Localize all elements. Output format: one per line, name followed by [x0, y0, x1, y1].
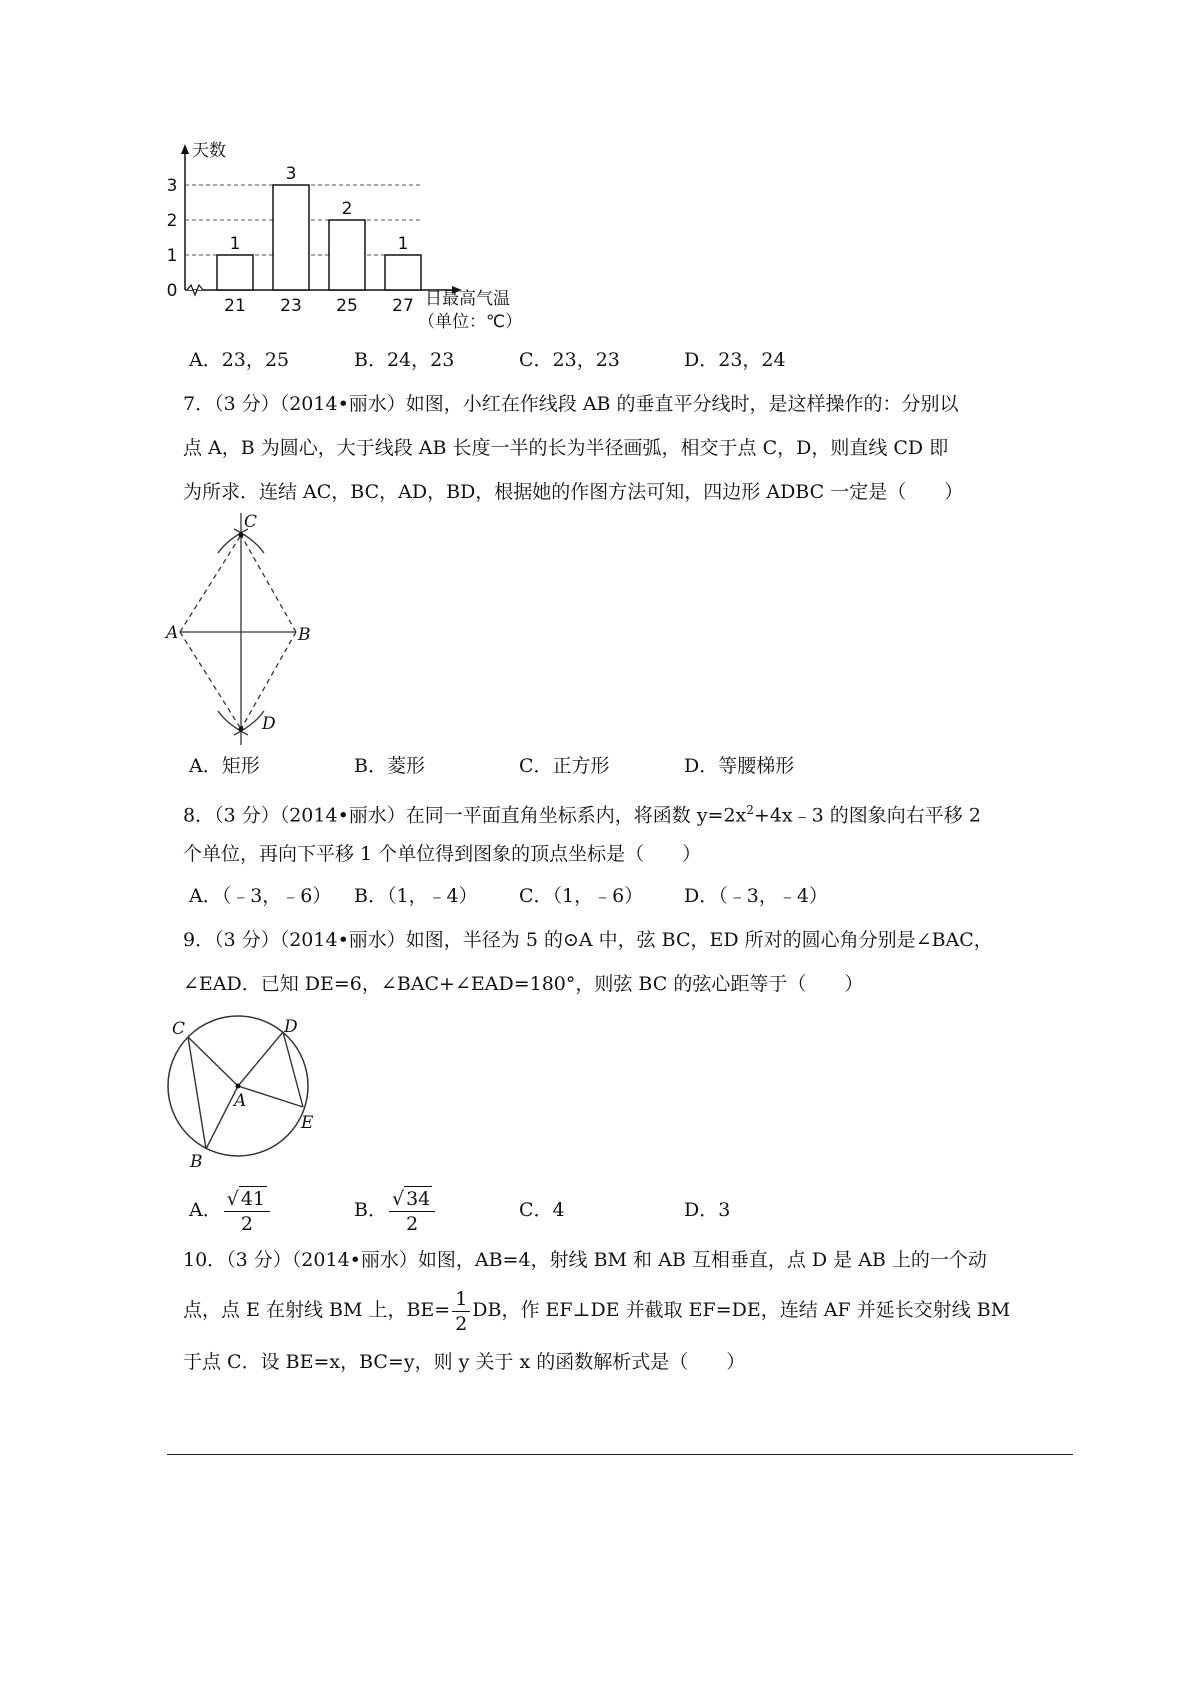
- label-b: B: [298, 625, 311, 645]
- bar-27: [385, 255, 421, 290]
- bar-25: [329, 220, 365, 290]
- q9-option-b-radicand: 34: [406, 1188, 431, 1210]
- segment-ac: [180, 535, 241, 632]
- x-tick-label-23: 23: [280, 296, 302, 316]
- data-label-23: 3: [285, 164, 297, 184]
- data-label-25: 2: [341, 199, 353, 219]
- q9-option-b-prefix: B．: [354, 1199, 387, 1221]
- arc-top-left: [218, 529, 248, 553]
- q9-option-a-radicand: 41: [240, 1188, 266, 1210]
- q8-exponent: 2: [746, 803, 754, 817]
- q7-option-b[interactable]: B．菱形: [354, 755, 425, 777]
- q9-option-d[interactable]: D．3: [684, 1199, 731, 1221]
- q10-fraction: [452, 1287, 470, 1336]
- q7-stem-line-3: 为所求．连结 AC，BC，AD，BD，根据她的作图方法可知，四边形 ADBC 一定是（ ）: [183, 481, 964, 503]
- q7-stem-line-1: 7．（3 分）（2014•丽水）如图，小红在作线段 AB 的垂直平分线时，是这样操作的：分别以: [183, 393, 959, 415]
- chord-bc: [188, 1037, 206, 1149]
- q6-option-d[interactable]: D．23，24: [684, 349, 786, 371]
- unit-label: （单位：℃）: [418, 312, 523, 332]
- label-b: B: [190, 1152, 203, 1172]
- q9-option-b-fraction: $\frac{√ 34}{2}$: [389, 1186, 435, 1236]
- q10-stem-line-1: 10．（3 分）（2014•丽水）如图，AB=4，射线 BM 和 AB 互相垂直，点 D 是 AB 上的一个动: [183, 1249, 987, 1271]
- arc-top-right: [234, 529, 264, 553]
- q10-stem-line-2: [183, 1282, 1010, 1338]
- segment-ad: [180, 632, 241, 729]
- label-c: C: [172, 1019, 186, 1039]
- arc-bottom-right: [234, 711, 264, 735]
- q8-option-c[interactable]: C．（1，﹣6）: [519, 885, 644, 907]
- data-label-21: 1: [229, 234, 241, 254]
- q8-option-b[interactable]: B．（1，﹣4）: [354, 885, 478, 907]
- point-d-dot: [239, 727, 244, 732]
- segment-ac: [188, 1037, 238, 1086]
- q7-option-a[interactable]: A．矩形: [189, 755, 260, 777]
- q9-option-a[interactable]: [189, 1182, 272, 1238]
- q9-option-a-fraction: $\frac{√ 41}{2}$: [224, 1186, 270, 1236]
- q9-option-b-denominator: 2: [406, 1213, 419, 1235]
- y-tick-label-0: 0: [166, 281, 178, 301]
- y-tick-label-2: 2: [166, 211, 178, 231]
- label-d: D: [284, 1017, 298, 1037]
- q7-option-c[interactable]: C．正方形: [519, 755, 610, 777]
- q7-stem-line-2: 点 A，B 为圆心，大于线段 AB 长度一半的长为半径画弧，相交于点 C，D，则直线 CD 即: [183, 437, 949, 459]
- y-axis-label: 天数: [192, 141, 226, 161]
- q9-circle-figure: [160, 1012, 330, 1177]
- segment-bc: [241, 535, 296, 632]
- label-c: C: [244, 512, 258, 532]
- q8-option-a[interactable]: A．（﹣3，﹣6）: [189, 885, 332, 907]
- q7-perpendicular-bisector-figure: [160, 505, 340, 750]
- q9-option-a-prefix: A．: [189, 1199, 222, 1221]
- q7-option-d[interactable]: D．等腰梯形: [684, 755, 795, 777]
- label-e: E: [301, 1113, 314, 1133]
- q6-option-a[interactable]: A．23，25: [189, 349, 290, 371]
- q10-stem-line-3: 于点 C．设 BE=x，BC=y，则 y 关于 x 的函数解析式是（ ）: [183, 1351, 746, 1373]
- q8-stem-line-2: 个单位，再向下平移 1 个单位得到图象的顶点坐标是（ ）: [183, 843, 702, 865]
- label-a: A: [166, 623, 179, 643]
- y-tick-label-1: 1: [166, 246, 178, 266]
- q10-line2-a: 点，点 E 在射线 BM 上，BE=: [183, 1299, 451, 1321]
- data-label-27: 1: [397, 234, 409, 254]
- q6-bar-chart: [166, 140, 590, 365]
- q9-option-a-denominator: 2: [240, 1213, 253, 1235]
- q6-option-b[interactable]: B．24，23: [354, 349, 455, 371]
- y-tick-label-3: 3: [166, 176, 178, 196]
- x-tick-label-25: 25: [336, 296, 358, 316]
- center-dot: [236, 1084, 241, 1089]
- segment-ae: [238, 1086, 303, 1107]
- y-axis-arrow: [181, 144, 189, 154]
- label-a: A: [234, 1091, 247, 1111]
- q9-stem-line-1: 9．（3 分）（2014•丽水）如图，半径为 5 的⊙A 中，弦 BC，ED 所对的圆心角分别是∠BAC，: [183, 929, 993, 951]
- q8-line1-a: 8．（3 分）（2014•丽水）在同一平面直角坐标系内，将函数 y=2x: [183, 804, 747, 827]
- bar-21: [217, 255, 253, 290]
- bar-23: [273, 185, 309, 290]
- x-axis-label: 日最高气温: [425, 289, 510, 309]
- q8-option-d[interactable]: D．（﹣3，﹣4）: [684, 885, 828, 907]
- q9-option-b[interactable]: [354, 1182, 437, 1238]
- q6-option-c[interactable]: C．23，23: [519, 349, 620, 371]
- page-footer-rule: [167, 1454, 1073, 1455]
- x-tick-label-21: 21: [224, 296, 246, 316]
- q9-stem-line-2: ∠EAD．已知 DE=6，∠BAC+∠EAD=180°，则弦 BC 的弦心距等于（ ）: [183, 973, 864, 995]
- point-c-dot: [239, 533, 244, 538]
- q8-stem-line-1: [183, 796, 981, 829]
- q10-fraction-den: 2: [455, 1312, 468, 1335]
- x-tick-label-27: 27: [392, 296, 414, 316]
- segment-ad: [238, 1032, 283, 1086]
- q8-line1-b: +4x﹣3 的图象向右平移 2: [753, 804, 981, 827]
- axis-break: [187, 285, 203, 295]
- q10-line2-b: DB，作 EF⊥DE 并截取 EF=DE，连结 AF 并延长交射线 BM: [472, 1299, 1011, 1321]
- q9-option-c[interactable]: C．4: [519, 1199, 565, 1221]
- arc-bottom-left: [218, 711, 248, 735]
- q10-fraction-num: 1: [452, 1287, 470, 1312]
- label-d: D: [262, 714, 276, 734]
